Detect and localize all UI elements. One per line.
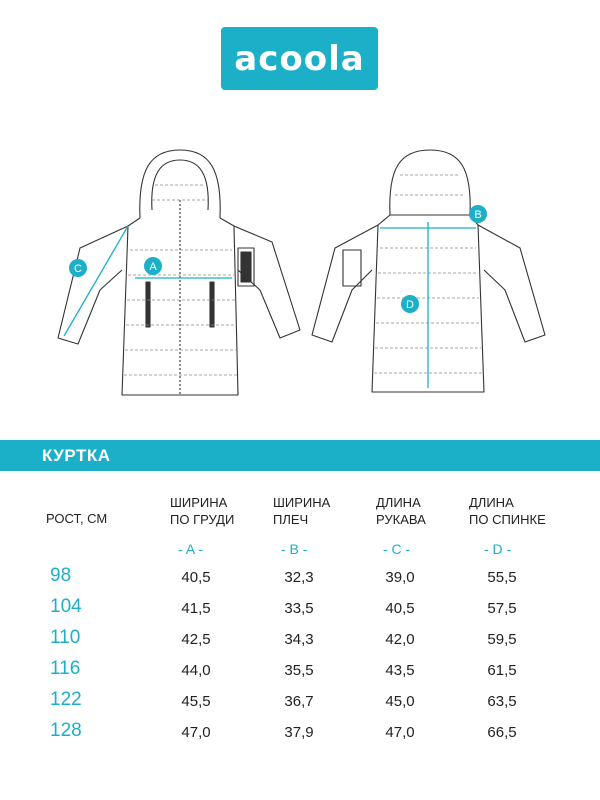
- code-c: - C -: [383, 541, 411, 557]
- code-b: - B -: [281, 541, 308, 557]
- section-title: КУРТКА: [42, 446, 111, 465]
- value-cell: 45,0: [385, 693, 415, 710]
- value-cell: 32,3: [284, 569, 314, 586]
- value-cell: 35,5: [284, 662, 314, 679]
- brand-logo: [221, 27, 378, 90]
- garment-diagram: [0, 130, 600, 420]
- size-cell: 122: [50, 689, 82, 710]
- header-height-line: РОСТ, СМ: [46, 511, 108, 526]
- value-cell: 44,0: [181, 662, 211, 679]
- header-chest-width-line-2: ПО ГРУДИ: [170, 512, 235, 527]
- value-cell: 34,3: [284, 631, 314, 648]
- value-cell: 63,5: [487, 693, 517, 710]
- value-cell: 43,5: [385, 662, 415, 679]
- value-cell: 42,5: [181, 631, 211, 648]
- header-sleeve-length-line-2: РУКАВА: [376, 512, 426, 527]
- header-sleeve-length: [376, 494, 426, 528]
- measure-c-line: [64, 226, 128, 336]
- header-sleeve-length-line-1: ДЛИНА: [376, 495, 421, 510]
- value-cell: 41,5: [181, 600, 211, 617]
- value-cell: 59,5: [487, 631, 517, 648]
- marker-a-label: A: [149, 261, 157, 273]
- code-d: - D -: [484, 541, 512, 557]
- header-shoulder-width: [273, 494, 330, 528]
- header-back-length: [469, 494, 546, 528]
- marker-b-label: B: [474, 209, 482, 221]
- header-back-length-line-2: ПО СПИНКЕ: [469, 512, 546, 527]
- header-back-length-line-1: ДЛИНА: [469, 495, 514, 510]
- value-cell: 45,5: [181, 693, 211, 710]
- value-cell: 36,7: [284, 693, 314, 710]
- code-a: - A -: [178, 541, 203, 557]
- value-cell: 61,5: [487, 662, 517, 679]
- header-height: [46, 510, 107, 527]
- value-cell: 57,5: [487, 600, 517, 617]
- size-cell: 98: [50, 565, 72, 586]
- size-cell: 104: [50, 596, 82, 617]
- value-cell: 39,0: [385, 569, 415, 586]
- value-cell: 37,9: [284, 724, 314, 741]
- value-cell: 47,0: [385, 724, 415, 741]
- marker-c-label: C: [74, 263, 82, 275]
- value-cell: 66,5: [487, 724, 517, 741]
- value-cell: 40,5: [385, 600, 415, 617]
- header-chest-width: [170, 494, 234, 528]
- brand-logo-text: acoola: [234, 38, 365, 79]
- value-cell: 47,0: [181, 724, 211, 741]
- size-cell: 128: [50, 720, 82, 741]
- header-shoulder-width-line-2: ПЛЕЧ: [273, 512, 309, 527]
- size-cell: 116: [50, 658, 81, 679]
- header-shoulder-width-line-1: ШИРИНА: [273, 495, 331, 510]
- value-cell: 42,0: [385, 631, 415, 648]
- header-chest-width-line-1: ШИРИНА: [170, 495, 228, 510]
- value-cell: 40,5: [181, 569, 211, 586]
- value-cell: 33,5: [284, 600, 314, 617]
- front-view-jacket: [58, 150, 300, 395]
- marker-d-label: D: [406, 299, 414, 311]
- value-cell: 55,5: [487, 569, 517, 586]
- size-cell: 110: [50, 627, 81, 648]
- section-banner: [0, 440, 600, 471]
